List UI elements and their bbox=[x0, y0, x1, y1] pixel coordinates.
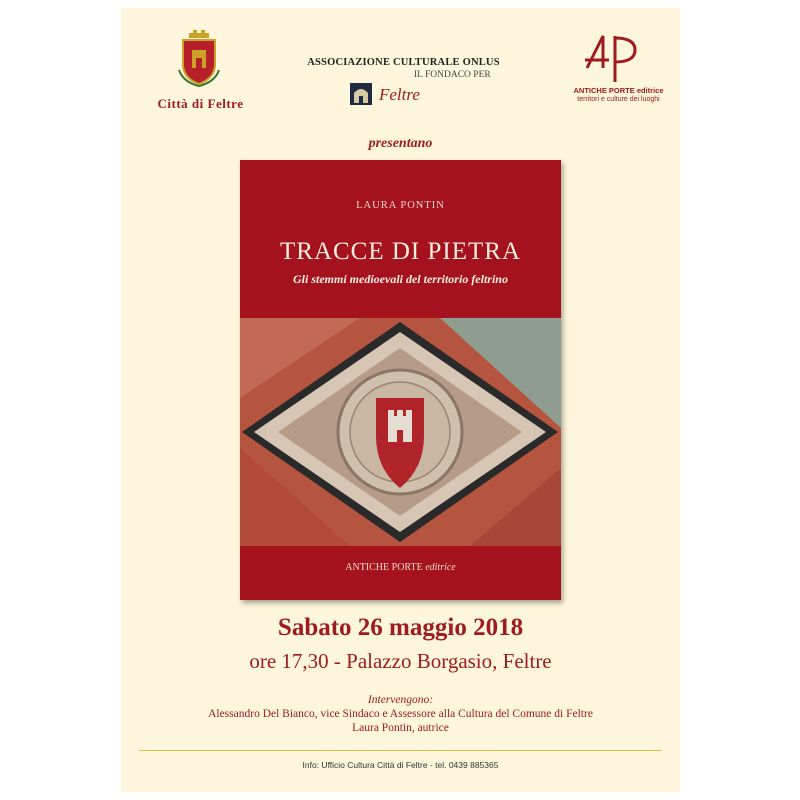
antiche-porte-logo bbox=[561, 32, 676, 132]
ap-monogram-icon bbox=[583, 32, 639, 84]
fondaco-subtitle: IL FONDACO PER bbox=[414, 70, 491, 80]
book-author: LAURA PONTIN bbox=[356, 200, 445, 211]
fondaco-logo bbox=[306, 57, 501, 127]
feltre-logo bbox=[133, 30, 268, 120]
book-title: TRACCE DI PIETRA bbox=[280, 238, 521, 265]
poster bbox=[121, 8, 680, 792]
speaker-item: Alessandro Del Bianco, vice Sindaco e Assessore alla Cultura del Comune di Feltre bbox=[208, 708, 593, 720]
fresco-coat-of-arms-icon bbox=[240, 318, 561, 546]
association-name: ASSOCIAZIONE CULTURALE ONLUS bbox=[307, 57, 500, 68]
coat-of-arms-icon bbox=[177, 30, 221, 88]
publisher-italic: editrice bbox=[425, 562, 456, 573]
publisher-tagline: territori e culture dei luoghi bbox=[577, 96, 660, 103]
event-date: Sabato 26 maggio 2018 bbox=[277, 614, 524, 641]
book-cover bbox=[240, 160, 561, 600]
fondaco-emblem-icon bbox=[350, 83, 372, 105]
divider bbox=[139, 750, 662, 751]
book-subtitle: Gli stemmi medioevali del territorio feltrino bbox=[293, 272, 508, 286]
book-publisher bbox=[240, 562, 561, 573]
intro-text: presentano bbox=[368, 136, 433, 151]
city-name: Città di Feltre bbox=[157, 96, 244, 111]
fondaco-script: Feltre bbox=[379, 85, 420, 104]
publisher-name: ANTICHE PORTE editrice bbox=[573, 86, 664, 95]
info-line: Info: Ufficio Cultura Città di Feltre - tel. 0439 885365 bbox=[302, 760, 499, 770]
event-place: ore 17,30 - Palazzo Borgasio, Feltre bbox=[249, 649, 552, 673]
speaker-item: Laura Pontin, autrice bbox=[352, 722, 449, 734]
speakers-heading: Intervengono: bbox=[367, 694, 434, 706]
publisher-main: ANTICHE PORTE bbox=[345, 562, 423, 573]
